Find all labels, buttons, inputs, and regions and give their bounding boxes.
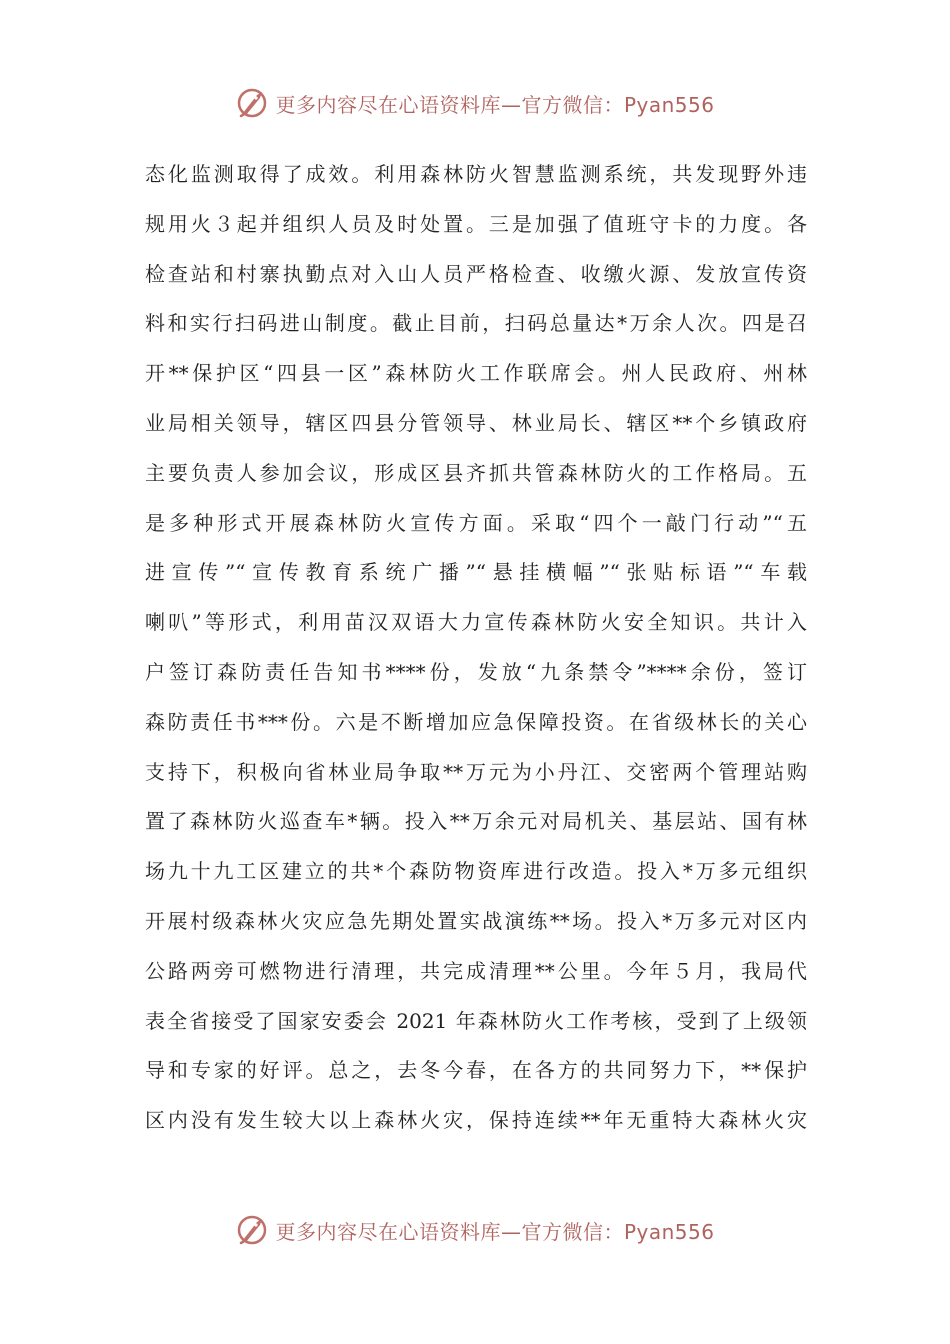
body-line: 业局相关领导，辖区四县分管领导、林业局长、辖区**个乡镇政府: [145, 410, 807, 435]
body-line: 开**保护区“四县一区”森林防火工作联席会。州人民政府、州林: [145, 361, 807, 386]
banner-text: 更多内容尽在心语资料库—官方微信：Pyan556: [275, 1219, 715, 1244]
body-line: 导和专家的好评。总之，去冬今春，在各方的共同努力下，**保护: [145, 1058, 807, 1083]
body-line: 区内没有发生较大以上森林火灾，保持连续**年无重特大森林火灾: [145, 1108, 807, 1133]
pen-nib-logo-icon: [235, 1213, 269, 1247]
body-line: 开展村级森林火灾应急先期处置实战演练**场。投入*万多元对区内: [145, 908, 807, 933]
body-line: 喇叭”等形式，利用苗汉双语大力宣传森林防火安全知识。共计入: [145, 610, 807, 635]
body-line: 置了森林防火巡查车*辆。投入**万余元对局机关、基层站、国有林: [145, 809, 807, 834]
document-body: [145, 150, 807, 1146]
banner-text: 更多内容尽在心语资料库—官方微信：Pyan556: [275, 92, 715, 117]
body-line: 主要负责人参加会议，形成区县齐抓共管森林防火的工作格局。五: [145, 460, 807, 485]
footer-banner: [0, 1210, 950, 1250]
body-line: 户签订森防责任告知书****份，发放“九条禁令”****余份，签订: [145, 659, 807, 684]
body-line: 场九十九工区建立的共*个森防物资库进行改造。投入*万多元组织: [145, 859, 807, 884]
body-line: 支持下，积极向省林业局争取**万元为小丹江、交密两个管理站购: [145, 759, 807, 784]
body-line: 检查站和村寨执勤点对入山人员严格检查、收缴火源、发放宣传资: [145, 261, 807, 286]
body-line: 是多种形式开展森林防火宣传方面。采取“四个一敲门行动”“五: [145, 510, 807, 535]
body-line: 公路两旁可燃物进行清理，共完成清理**公里。今年５月，我局代: [145, 958, 807, 983]
body-line: 森防责任书***份。六是不断增加应急保障投资。在省级林长的关心: [145, 709, 807, 734]
pen-nib-logo-icon: [235, 86, 269, 120]
body-line: 表全省接受了国家安委会 2021 年森林防火工作考核，受到了上级领: [145, 1008, 807, 1033]
body-line: 料和实行扫码进山制度。截止目前，扫码总量达*万余人次。四是召: [145, 311, 807, 336]
header-banner: [0, 83, 950, 123]
body-line: 进宣传”“宣传教育系统广播”“悬挂横幅”“张贴标语”“车载: [145, 560, 807, 585]
body-line: 态化监测取得了成效。利用森林防火智慧监测系统，共发现野外违: [145, 162, 807, 186]
body-line: 规用火３起并组织人员及时处置。三是加强了值班守卡的力度。各: [145, 211, 807, 236]
